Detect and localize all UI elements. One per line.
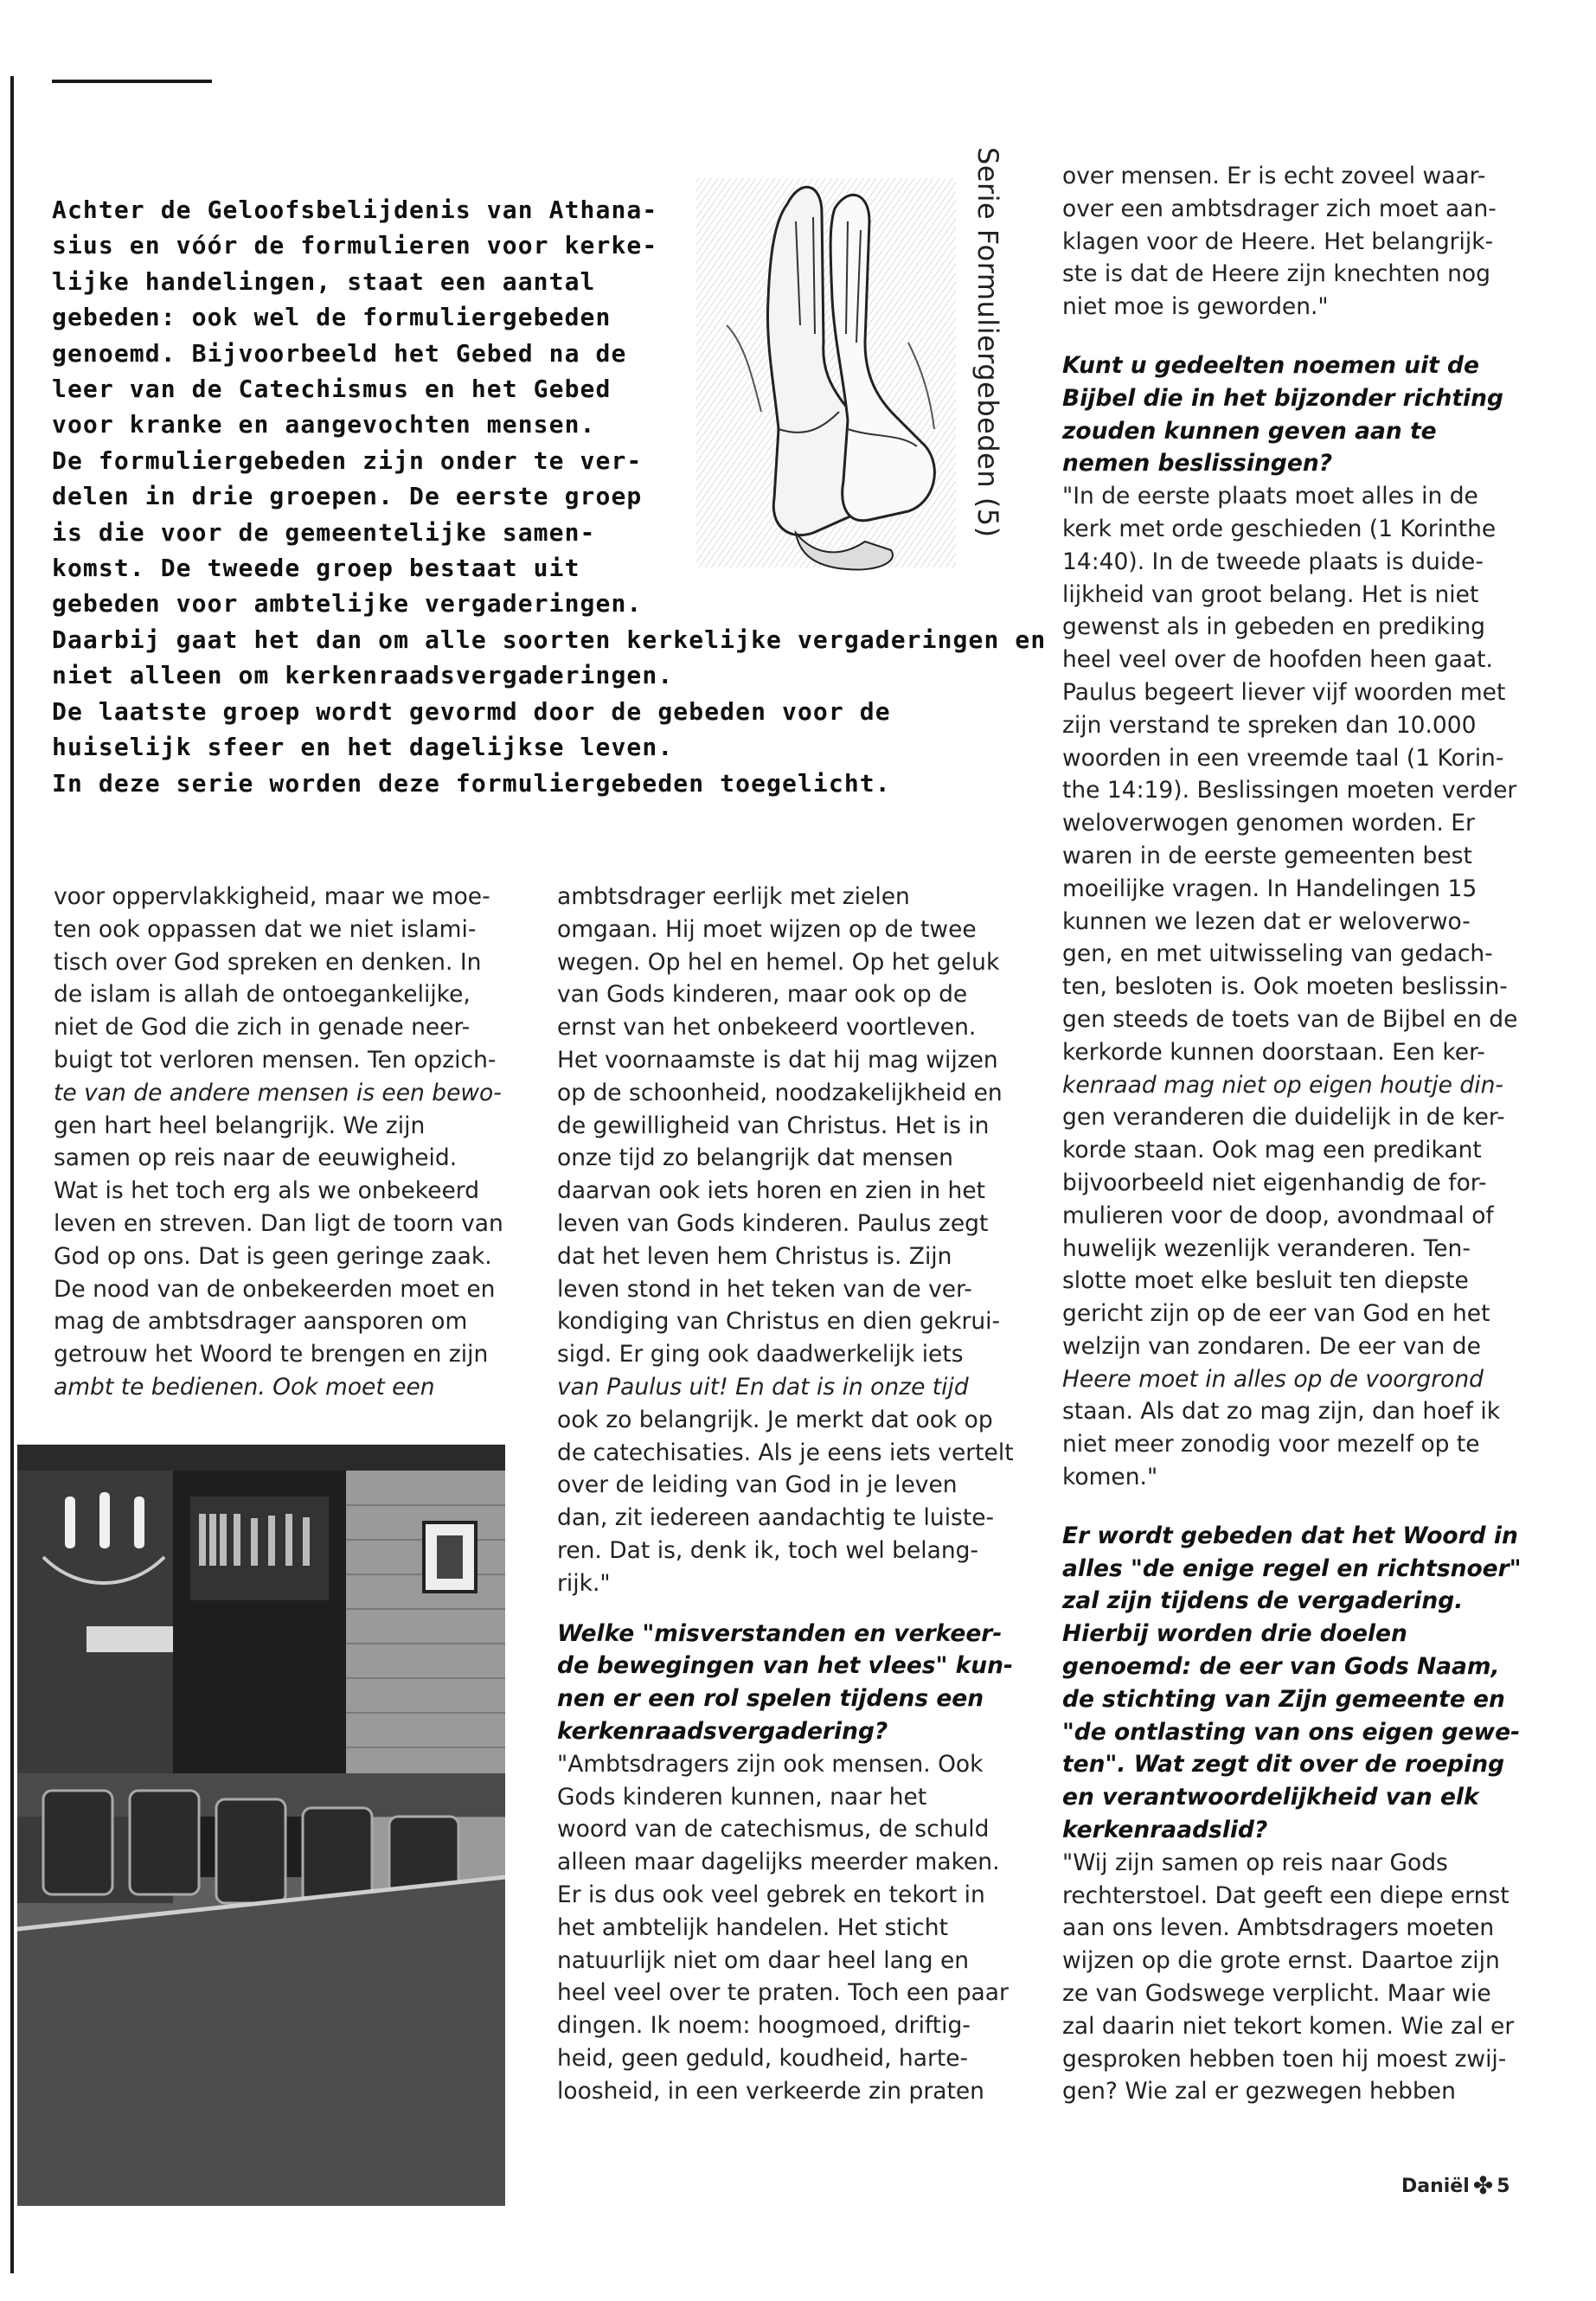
body-line: gen? Wie zal er gezwegen hebben xyxy=(1062,2078,1456,2106)
body-line: 14:40). In de tweede plaats is duide- xyxy=(1062,548,1484,575)
intro-line: leer van de Catechismus en het Gebed xyxy=(52,375,612,404)
body-line: rechterstoel. Dat geeft een diepe ernst xyxy=(1062,1881,1509,1909)
interview-question: Bijbel die in het bijzonder richting xyxy=(1062,384,1503,412)
fleuron-icon: ✤ xyxy=(1472,2171,1494,2200)
body-line: de islam is allah de ontoegankelijke, xyxy=(54,981,471,1009)
body-line: klagen voor de Heere. Het belangrijk- xyxy=(1062,228,1494,255)
body-line: voor oppervlakkigheid, maar we moe- xyxy=(54,883,490,910)
body-line: bijvoorbeeld niet eigenhandig de for- xyxy=(1062,1169,1487,1196)
body-line: kenraad mag niet op eigen houtje din- xyxy=(1062,1071,1503,1099)
body-line: kunnen we lezen dat er weloverwo- xyxy=(1062,907,1471,935)
body-line: Gods kinderen kunnen, naar het xyxy=(557,1783,927,1811)
body-line: leven en streven. Dan ligt de toorn van xyxy=(54,1209,503,1237)
body-line: mulieren voor de doop, avondmaal of xyxy=(1062,1202,1494,1229)
body-line: wegen. Op hel en hemel. Op het geluk xyxy=(557,948,1000,976)
interview-question: en verantwoordelijkheid van elk xyxy=(1062,1784,1479,1811)
body-line: dingen. Ik noem: hoogmoed, driftig- xyxy=(557,2012,971,2040)
body-line: de catechisaties. Als je eens iets vertelt xyxy=(557,1439,1014,1466)
body-line: tisch over God spreken en denken. In xyxy=(54,948,482,976)
intro-line: niet alleen om kerkenraadsvergaderingen. xyxy=(52,661,674,690)
page-number: 5 xyxy=(1497,2176,1510,2197)
body-line: kondiging van Christus en dien gekrui- xyxy=(557,1308,1001,1336)
body-line: slotte moet elke besluit ten diepste xyxy=(1062,1267,1469,1295)
body-line: gewenst als in gebeden en prediking xyxy=(1062,613,1485,641)
body-line: omgaan. Hij moet wijzen op de twee xyxy=(557,915,977,943)
body-line: kerk met orde geschieden (1 Korinthe xyxy=(1062,515,1497,542)
body-line: buigt tot verloren mensen. Ten opzich- xyxy=(54,1046,497,1074)
interview-question: genoemd: de eer van Gods Naam, xyxy=(1062,1653,1500,1681)
body-line: De nood van de onbekeerden moet en xyxy=(54,1275,496,1303)
body-line: heel veel over de hoofden heen gaat. xyxy=(1062,646,1493,674)
body-line: moeilijke vragen. In Handelingen 15 xyxy=(1062,875,1477,902)
body-line: alleen maar dagelijks meerder maken. xyxy=(557,1849,1000,1876)
body-line: getrouw het Woord te brengen en zijn xyxy=(54,1341,489,1368)
body-line: ten, besloten is. Ook moeten beslissin- xyxy=(1062,973,1508,1001)
intro-line: is die voor de gemeentelijke samen- xyxy=(52,517,596,547)
intro-line: De formuliergebeden zijn onder te ver- xyxy=(52,445,643,475)
column-1 xyxy=(54,881,512,1404)
series-title: Serie Formuliergebeden (5) xyxy=(971,147,1004,538)
body-line: Paulus begeert liever vijf woorden met xyxy=(1062,678,1506,706)
column-2 xyxy=(557,881,1014,2107)
body-line: natuurlijk niet om daar heel lang en xyxy=(557,1946,970,1974)
interview-question: Hierbij worden drie doelen xyxy=(1062,1620,1407,1648)
body-line: ze van Godswege verplicht. Maar wie xyxy=(1062,1980,1491,2008)
magazine-name: Daniël xyxy=(1401,2176,1470,2197)
interview-question: Welke "misverstanden en verkeer- xyxy=(557,1619,1003,1647)
body-line: kerkorde kunnen doorstaan. Een ker- xyxy=(1062,1038,1485,1066)
body-line: ook zo belangrijk. Je merkt dat ook op xyxy=(557,1406,993,1433)
body-line: heid, geen geduld, koudheid, harte- xyxy=(557,2044,969,2072)
body-line: Heere moet in alles op de voorgrond xyxy=(1062,1365,1484,1393)
body-line: van Paulus uit! En dat is in onze tijd xyxy=(557,1373,969,1400)
body-line: ren. Dat is, denk ik, toch wel belang- xyxy=(557,1536,979,1564)
interview-question: zal zijn tijdens de vergadering. xyxy=(1062,1587,1464,1615)
intro-line: sius en vóór de formulieren voor kerke- xyxy=(52,231,658,260)
body-line: leven van Gods kinderen. Paulus zegt xyxy=(557,1209,989,1237)
interview-question: ten". Wat zegt dit over de roeping xyxy=(1062,1751,1505,1779)
intro-line: voor kranke en aangevochten mensen. xyxy=(52,410,596,439)
interview-question: alles "de enige regel en richtsnoer" xyxy=(1062,1554,1522,1582)
left-margin-rule xyxy=(10,76,14,2273)
body-line: waren in de eerste gemeenten best xyxy=(1062,842,1472,869)
body-line: God op ons. Dat is geen geringe zaak. xyxy=(54,1242,492,1270)
interview-question: zouden kunnen geven aan te xyxy=(1062,417,1437,445)
intro-line: lijke handelingen, staat een aantal xyxy=(52,266,596,296)
body-line: gen steeds de toets van de Bijbel en de xyxy=(1062,1005,1518,1033)
page-footer xyxy=(1401,2171,1510,2200)
body-line: over een ambtsdrager zich moet aan- xyxy=(1062,195,1497,222)
body-line: Er is dus ook veel gebrek en tekort in xyxy=(557,1881,985,1908)
body-line: zal daarin niet tekort komen. Wie zal er xyxy=(1062,2012,1515,2040)
body-line: welzijn van zondaren. De eer van de xyxy=(1062,1332,1481,1360)
body-line: niet meer zonodig voor mezelf op te xyxy=(1062,1431,1480,1458)
intro-line: In deze serie worden deze formuliergebeden toegelicht. xyxy=(52,768,891,798)
body-line: aan ons leven. Ambtsdragers moeten xyxy=(1062,1914,1495,1942)
body-line: mag de ambtsdrager aansporen om xyxy=(54,1308,468,1336)
body-line: ambt te bedienen. Ook moet een xyxy=(54,1373,435,1400)
intro-line: De laatste groep wordt gevormd door de gebeden voor de xyxy=(52,696,891,726)
body-line: ernst van het onbekeerd voortleven. xyxy=(557,1014,977,1042)
body-line: over mensen. Er is echt zoveel waar- xyxy=(1062,163,1486,189)
body-line: woord van de catechismus, de schuld xyxy=(557,1816,990,1843)
praying-hands-illustration xyxy=(692,170,960,576)
body-line: over de leiding van God in je leven xyxy=(557,1471,958,1499)
body-line: staan. Als dat zo mag zijn, dan hoef ik xyxy=(1062,1398,1501,1426)
body-line: korde staan. Ook mag een predikant xyxy=(1062,1137,1482,1164)
body-line: dan, zit iedereen aandachtig te luiste- xyxy=(557,1504,995,1532)
body-line: wijzen op die grote ernst. Daartoe zijn xyxy=(1062,1947,1500,1975)
body-line: gen, en met uitwisseling van gedach- xyxy=(1062,940,1493,968)
body-line: woorden in een vreemde taal (1 Korin- xyxy=(1062,744,1504,772)
body-line: zijn verstand te spreken dan 10.000 xyxy=(1062,711,1477,739)
intro-line: Daarbij gaat het dan om alle soorten kerkelijke vergaderingen en xyxy=(52,625,1047,654)
body-line: ten ook oppassen dat we niet islami- xyxy=(54,915,477,943)
body-line: lijkheid van groot belang. Het is niet xyxy=(1062,580,1479,608)
intro-line: Achter de Geloofsbelijdenis van Athana- xyxy=(52,195,658,224)
body-line: ambtsdrager eerlijk met zielen xyxy=(557,883,910,910)
interview-question: "de ontlasting van ons eigen gewe- xyxy=(1062,1718,1521,1746)
body-line: heel veel over te praten. Toch een paar xyxy=(557,1979,1009,2007)
intro-line: delen in drie groepen. De eerste groep xyxy=(52,482,643,511)
top-margin-rule xyxy=(52,80,212,83)
body-line: te van de andere mensen is een bewo- xyxy=(54,1079,502,1106)
body-line: huwelijk wezenlijk veranderen. Ten- xyxy=(1062,1234,1471,1262)
body-line: van Gods kinderen, maar ook op de xyxy=(557,981,968,1009)
interview-question: de bewegingen van het vlees" kun- xyxy=(557,1652,1013,1680)
body-line: gen veranderen die duidelijk in de ker- xyxy=(1062,1104,1505,1131)
body-line: sigd. Er ging ook daadwerkelijk iets xyxy=(557,1341,964,1368)
consistory-room-photo xyxy=(17,1445,505,2206)
interview-question: kerkenraadsvergadering? xyxy=(557,1717,888,1745)
intro-line: komst. De tweede groep bestaat uit xyxy=(52,554,580,583)
interview-question: nemen beslissingen? xyxy=(1062,450,1333,478)
body-line: daarvan ook iets horen en zien in het xyxy=(557,1177,986,1205)
column-3 xyxy=(1062,160,1529,2108)
interview-question: Er wordt gebeden dat het Woord in xyxy=(1062,1522,1518,1549)
body-line: Het voornaamste is dat hij mag wijzen xyxy=(557,1046,998,1074)
body-line: de gewilligheid van Christus. Het is in xyxy=(557,1112,990,1139)
interview-question: de stichting van Zijn gemeente en xyxy=(1062,1685,1505,1713)
body-line: gericht zijn op de eer van God en het xyxy=(1062,1300,1490,1328)
body-line: het ambtelijk handelen. Het sticht xyxy=(557,1913,948,1941)
body-line: samen op reis naar de eeuwigheid. xyxy=(54,1144,458,1172)
interview-question: nen er een rol spelen tijdens een xyxy=(557,1685,984,1713)
body-line: loosheid, in een verkeerde zin praten xyxy=(557,2077,984,2105)
body-line: leven stond in het teken van de ver- xyxy=(557,1275,972,1303)
body-line: the 14:19). Beslissingen moeten verder xyxy=(1062,777,1517,804)
body-line: onze tijd zo belangrijk dat mensen xyxy=(557,1144,953,1172)
body-line: weloverwogen genomen worden. Er xyxy=(1062,810,1475,837)
intro-line: huiselijk sfeer en het dagelijkse leven. xyxy=(52,733,674,762)
intro-line: genoemd. Bijvoorbeeld het Gebed na de xyxy=(52,338,627,368)
body-line: op de schoonheid, noodzakelijkheid en xyxy=(557,1079,1003,1106)
body-line: "In de eerste plaats moet alles in de xyxy=(1062,483,1478,510)
body-line: Wat is het toch erg als we onbekeerd xyxy=(54,1177,480,1205)
body-line: gesproken hebben toen hij moest zwij- xyxy=(1062,2045,1507,2073)
body-line: dat het leven hem Christus is. Zijn xyxy=(557,1242,952,1270)
body-line: ste is dat de Heere zijn knechten nog xyxy=(1062,260,1490,288)
interview-question: Kunt u gedeelten noemen uit de xyxy=(1062,351,1479,379)
body-line: niet de God die zich in genade neer- xyxy=(54,1014,471,1042)
body-line: rijk." xyxy=(557,1569,611,1597)
body-line: "Wij zijn samen op reis naar Gods xyxy=(1062,1849,1448,1876)
intro-line: gebeden voor ambtelijke vergaderingen. xyxy=(52,589,643,619)
body-line: gen hart heel belangrijk. We zijn xyxy=(54,1112,426,1139)
body-line: niet moe is geworden." xyxy=(1062,293,1329,321)
intro-line: gebeden: ook wel de formuliergebeden xyxy=(52,303,612,332)
body-line: "Ambtsdragers zijn ook mensen. Ook xyxy=(557,1750,984,1778)
body-line: komen." xyxy=(1062,1464,1158,1491)
interview-question: kerkenraadslid? xyxy=(1062,1817,1268,1844)
